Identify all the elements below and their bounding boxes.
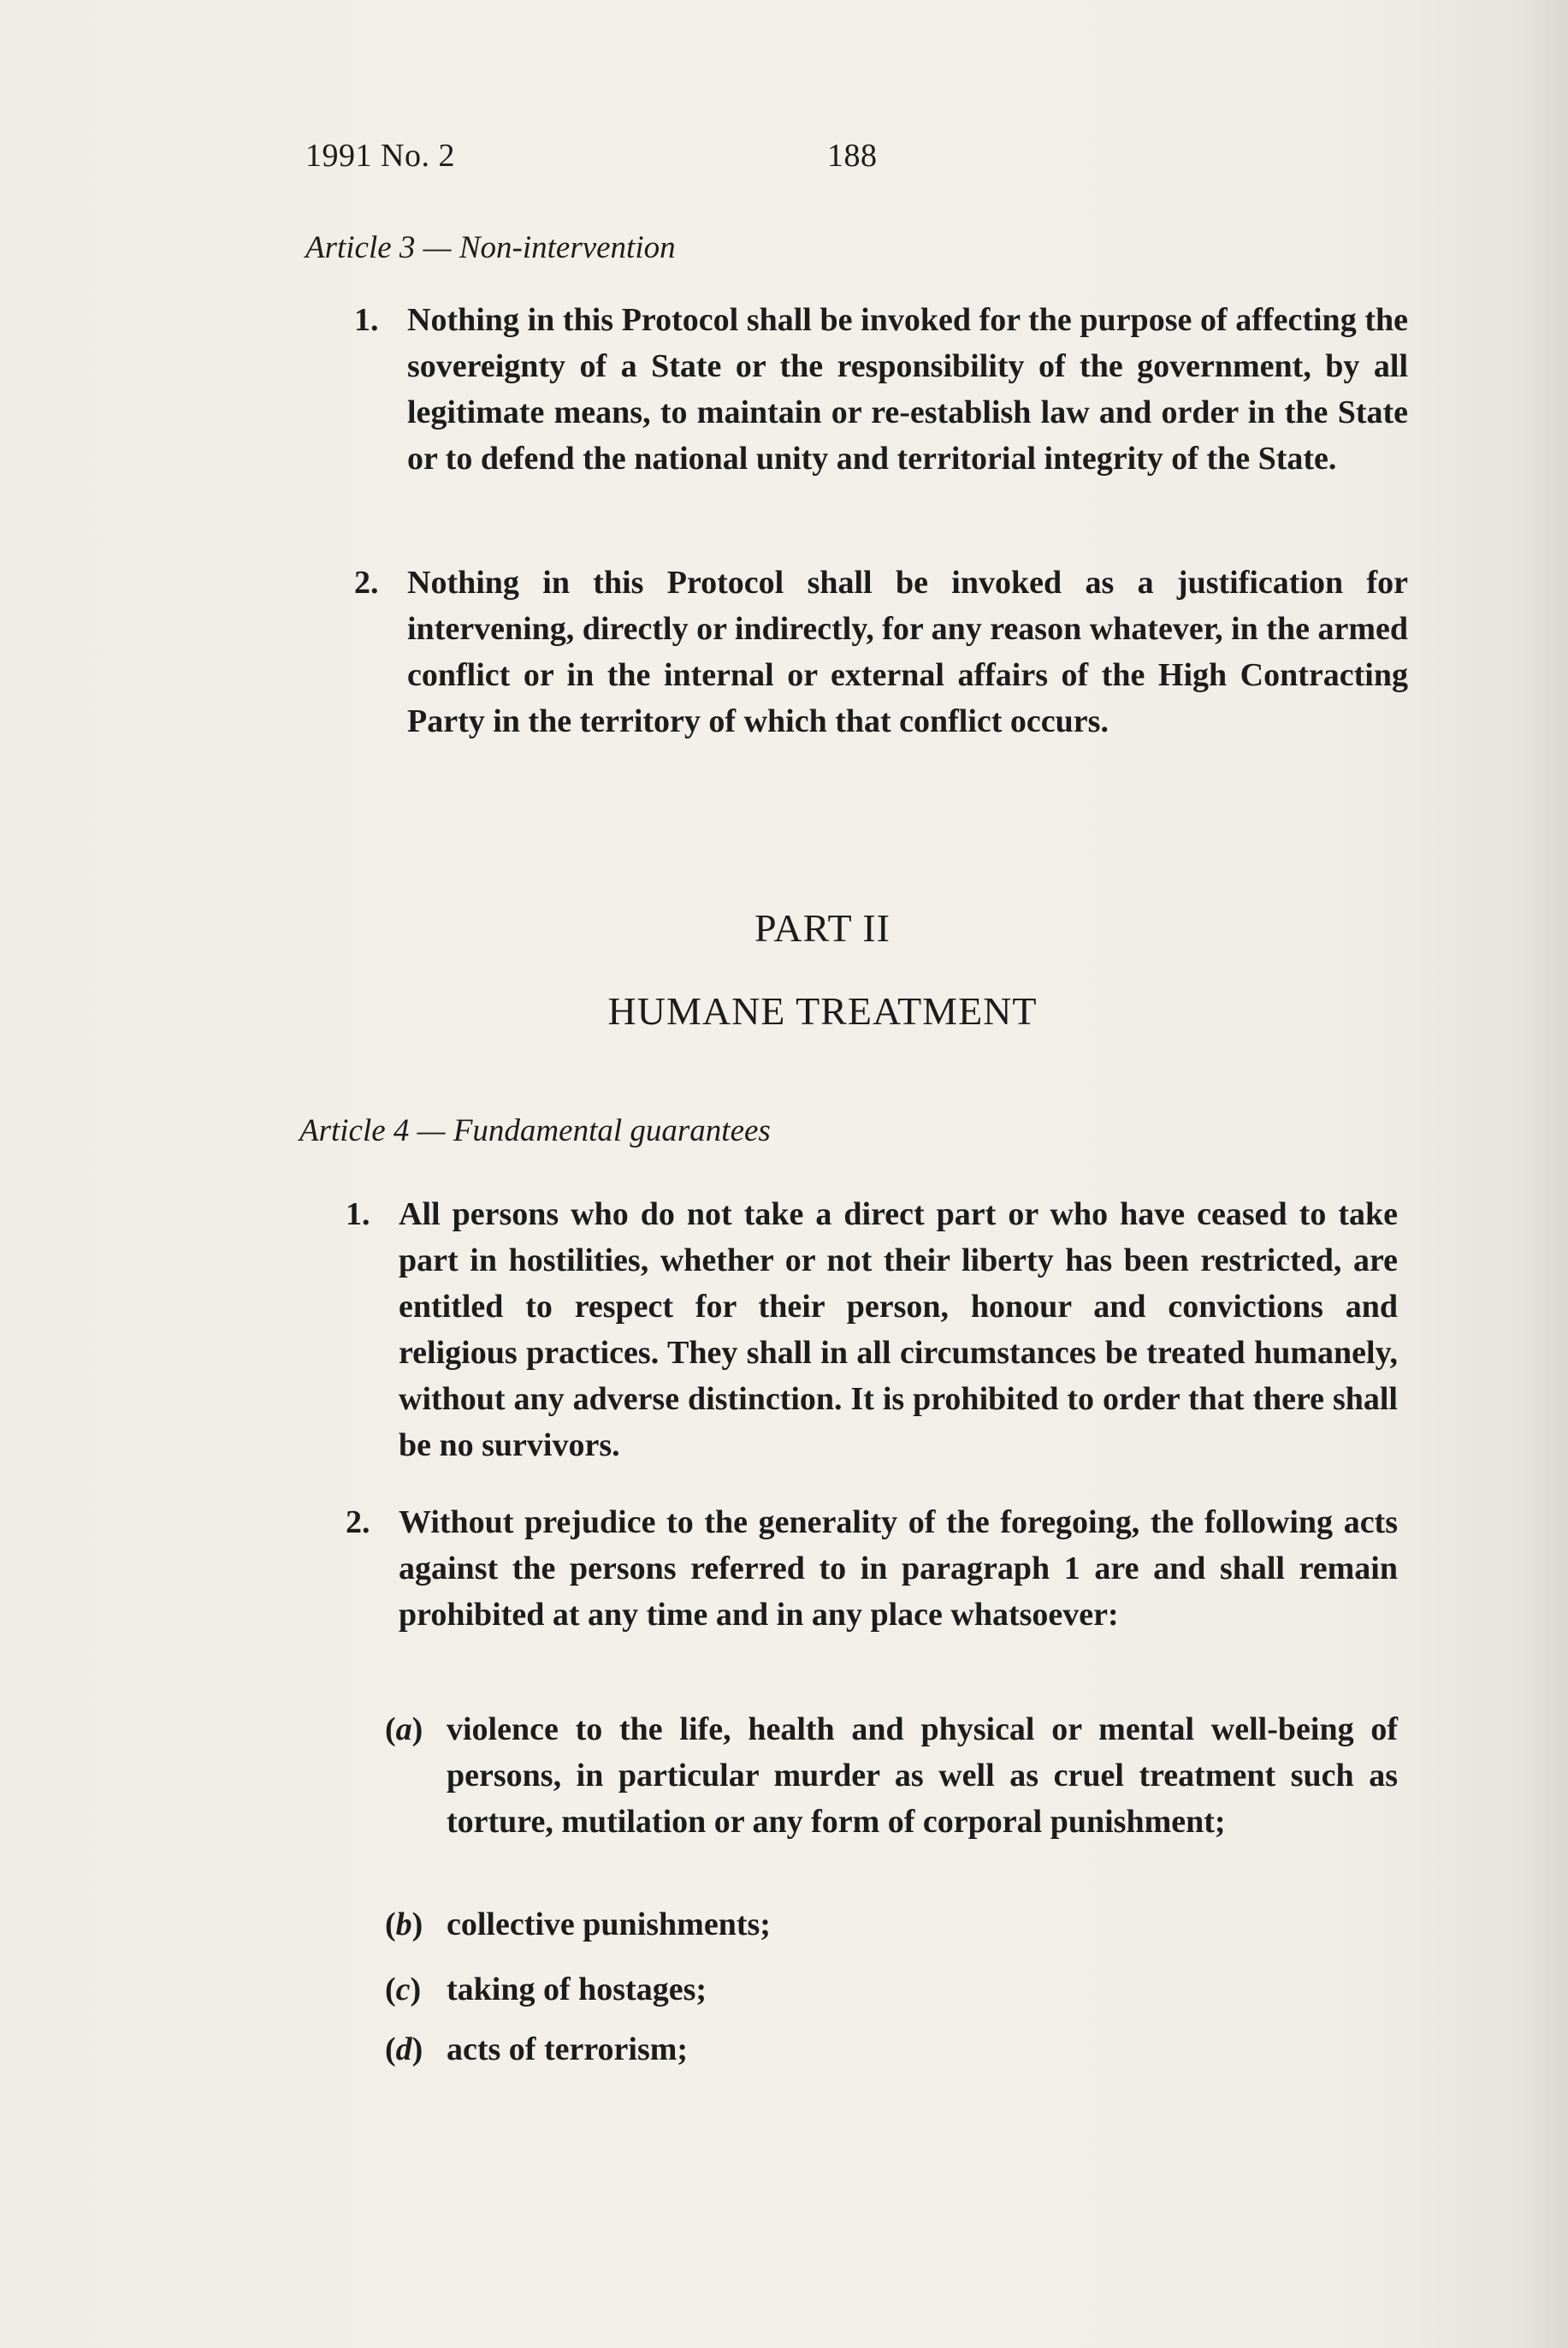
article-4-paragraph-1 — [346, 1191, 1398, 1468]
article-3-heading: Article 3 — Non-intervention — [305, 230, 676, 265]
article-3-paragraph-1 — [354, 297, 1408, 482]
item-letter: c — [395, 1971, 411, 2007]
list-item-d: (d) acts of terrorism; — [385, 2031, 689, 2067]
article-4-heading: Article 4 — Fundamental guarantees — [299, 1113, 771, 1148]
paragraph-number: 2. — [346, 1504, 370, 1540]
item-letter: a — [395, 1711, 412, 1747]
article-3-paragraph-2 — [354, 560, 1408, 744]
article-4-paragraph-2 — [346, 1499, 1398, 1638]
paragraph-text: Nothing in this Protocol shall be invoked for the purpose of affecting the sovereignty of a State or the responsibility of the government, by all legitimate means, to maintain or re-establish law and order in the State or to defend the national unity and territorial integrity of the State. — [407, 302, 1408, 477]
paragraph-text: Nothing in this Protocol shall be invoked as a justification for intervening, directly or indirectly, for any reason whatever, in the armed conflict or in the internal or external affairs of the High Contracting Party in the territory of which that conflict occurs. — [407, 565, 1408, 739]
part-number: PART II — [754, 906, 891, 950]
list-item-a: (a) violence to the life, health and physical or mental well-being of persons, in particular murder as well as cruel treatment such as torture, mutilation or any form of corporal punishment; — [385, 1711, 1398, 1840]
list-item-c: (c) taking of hostages; — [385, 1971, 707, 2007]
header-citation: 1991 No. 2 — [305, 138, 455, 174]
list-item-b: (b) collective punishments; — [385, 1906, 771, 1942]
item-text: acts of terrorism; — [447, 2031, 689, 2067]
item-text: collective punishments; — [447, 1906, 771, 1942]
page-number: 188 — [827, 138, 878, 174]
paragraph-text: Without prejudice to the generality of the foregoing, the following acts against the persons referred to in paragraph 1 are and shall remain prohibited at any time and in any place whatsoever: — [399, 1504, 1398, 1633]
part-title: HUMANE TREATMENT — [607, 989, 1038, 1033]
item-text: violence to the life, health and physical or mental well-being of persons, in particular murder as well as cruel treatment such as torture, mutilation or any form of corporal punishment; — [447, 1711, 1398, 1840]
paragraph-number: 2. — [354, 565, 379, 601]
item-text: taking of hostages; — [447, 1971, 707, 2007]
item-letter: b — [395, 1906, 412, 1942]
item-letter: d — [395, 2031, 412, 2067]
paragraph-number: 1. — [346, 1196, 370, 1232]
paragraph-number: 1. — [354, 302, 379, 338]
paragraph-text: All persons who do not take a direct part or who have ceased to take part in hostilities, whether or not their liberty has been restricted, are entitled to respect for their person, honour and convictions and religious practices. They shall in all circumstances be treated humanely, without any adverse distinction. It is prohibited to order that there shall be no survivors. — [399, 1196, 1398, 1463]
